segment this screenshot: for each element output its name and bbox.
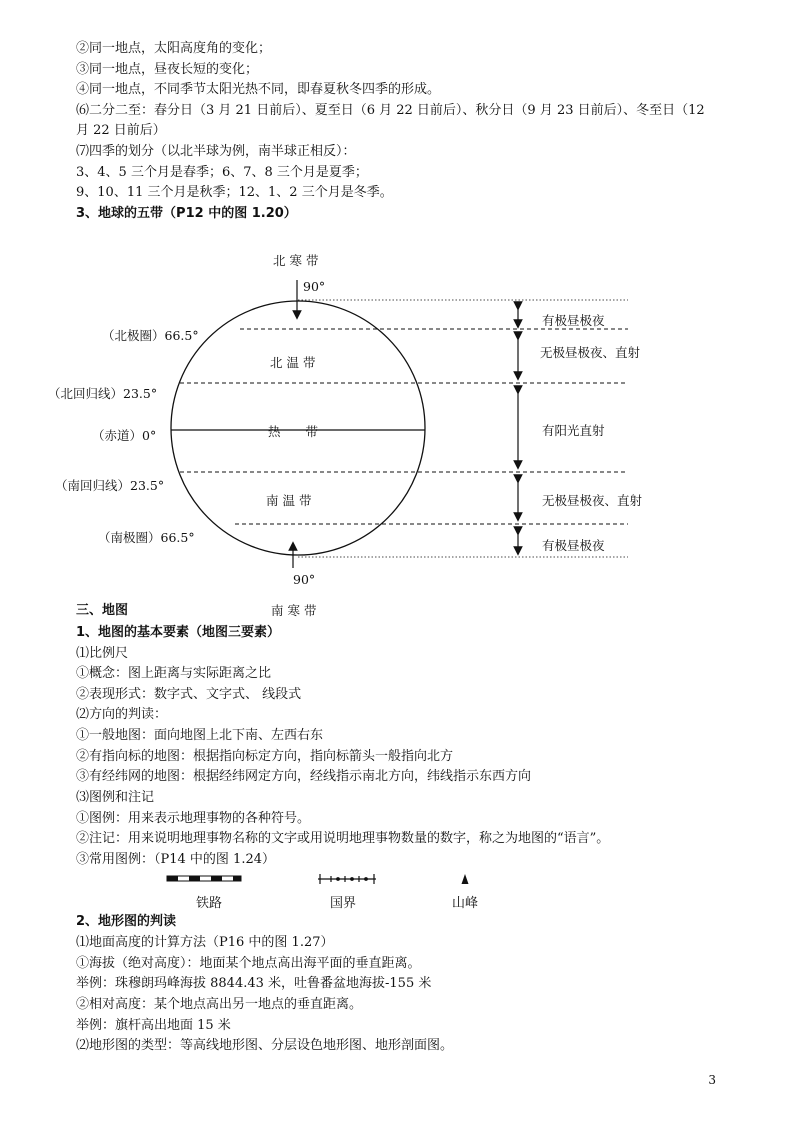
text-line: ⑹二分二至：春分日（3 月 21 日前后）、夏至日（6 月 22 日前后）、秋分日（9 月 23 日前后）、冬至日（12 — [76, 103, 705, 118]
legend-symbols — [0, 868, 794, 908]
right-label-polar-n: 有极昼极夜 — [542, 313, 605, 328]
railway-symbol — [167, 876, 241, 881]
text-line: ②注记：用来说明地理事物名称的文字或用说明地理事物数量的数字，称之为地图的“语言”。 — [76, 831, 610, 846]
text-line: ③常用图例：（P14 中的图 1.24） — [76, 852, 275, 867]
antarctic-circle-label: （南极圈）66.5° — [98, 530, 195, 545]
text-line: ⑵方向的判读： — [76, 707, 168, 722]
right-label-temperate-s: 无极昼极夜、直射 — [542, 493, 643, 508]
text-line: ⑴比例尺 — [76, 646, 129, 661]
right-label-tropic: 有阳光直射 — [542, 423, 605, 438]
text-line: ①一般地图：面向地图上北下南、左西右东 — [76, 728, 324, 743]
text-line: 举例：旗杆高出地面 15 米 — [76, 1018, 231, 1033]
text-line: 举例：珠穆朗玛峰海拔 8844.43 米，吐鲁番盆地海拔-155 米 — [76, 976, 432, 991]
text-line: ②有指向标的地图：根据指向标定方向，指向标箭头一般指向北方 — [76, 749, 454, 764]
text-line: ⑵地形图的类型：等高线地形图、分层设色地形图、地形剖面图。 — [76, 1038, 454, 1053]
deg-top-label: 90° — [303, 279, 326, 294]
arctic-circle-label: （北极圈）66.5° — [102, 328, 199, 343]
section-heading: 2、地形图的判读 — [76, 914, 177, 929]
text-line: ②表现形式：数字式、文字式、 线段式 — [76, 687, 302, 702]
text-line: ③同一地点，昼夜长短的变化； — [76, 62, 259, 77]
south-frigid-label: 南 寒 带 — [271, 603, 317, 618]
tropic-cancer-label: （北回归线）23.5° — [48, 386, 158, 401]
text-line: ③有经纬网的地图：根据经纬网定方向，经线指示南北方向，纬线指示东西方向 — [76, 769, 532, 784]
section-heading: 三、地图 — [76, 603, 129, 618]
text-line: ①概念：图上距离与实际距离之比 — [76, 666, 272, 681]
legend-peak-label: 山峰 — [452, 896, 479, 911]
text-line: ⑶图例和注记 — [76, 790, 155, 805]
text-line: ⑴地面高度的计算方法（P16 中的图 1.27） — [76, 935, 334, 950]
text-line: 月 22 日前后） — [76, 123, 166, 138]
section-heading: 3、地球的五带（P12 中的图 1.20） — [76, 206, 297, 221]
south-temperate-label: 南 温 带 — [266, 493, 312, 508]
page-number: 3 — [708, 1073, 716, 1087]
legend-railway-label: 铁路 — [196, 896, 223, 911]
text-line: 1、地图的基本要素（地图三要素） — [76, 625, 281, 640]
text-line: ①海拔（绝对高度）：地面某个地点高出海平面的垂直距离。 — [76, 956, 421, 971]
deg-bottom-label: 90° — [293, 572, 316, 587]
border-symbol — [318, 874, 376, 884]
text-line: ②相对高度：某个地点高出另一地点的垂直距离。 — [76, 997, 363, 1012]
north-temperate-label: 北 温 带 — [270, 355, 316, 370]
legend-border-label: 国界 — [330, 896, 357, 911]
text-line: ④同一地点，不同季节太阳光热不同，即春夏秋冬四季的形成。 — [76, 82, 441, 97]
tropic-capricorn-label: （南回归线）23.5° — [55, 478, 165, 493]
right-label-temperate-n: 无极昼极夜、直射 — [540, 345, 641, 360]
peak-symbol — [462, 874, 469, 884]
right-label-polar-s: 有极昼极夜 — [542, 538, 605, 553]
text-line: ②同一地点，太阳高度角的变化； — [76, 41, 272, 56]
tropic-zone-label: 热 带 — [268, 424, 319, 439]
equator-label: （赤道）0° — [92, 428, 157, 443]
text-line: ⑺四季的划分（以北半球为例，南半球正相反）： — [76, 144, 356, 159]
north-frigid-label: 北 寒 带 — [273, 253, 319, 268]
text-line: ①图例：用来表示地理事物的各种符号。 — [76, 811, 311, 826]
text-line: 9、10、11 三个月是秋季；12、1、2 三个月是冬季。 — [76, 185, 393, 200]
text-line: 3、4、5 三个月是春季；6、7、8 三个月是夏季； — [76, 165, 368, 180]
